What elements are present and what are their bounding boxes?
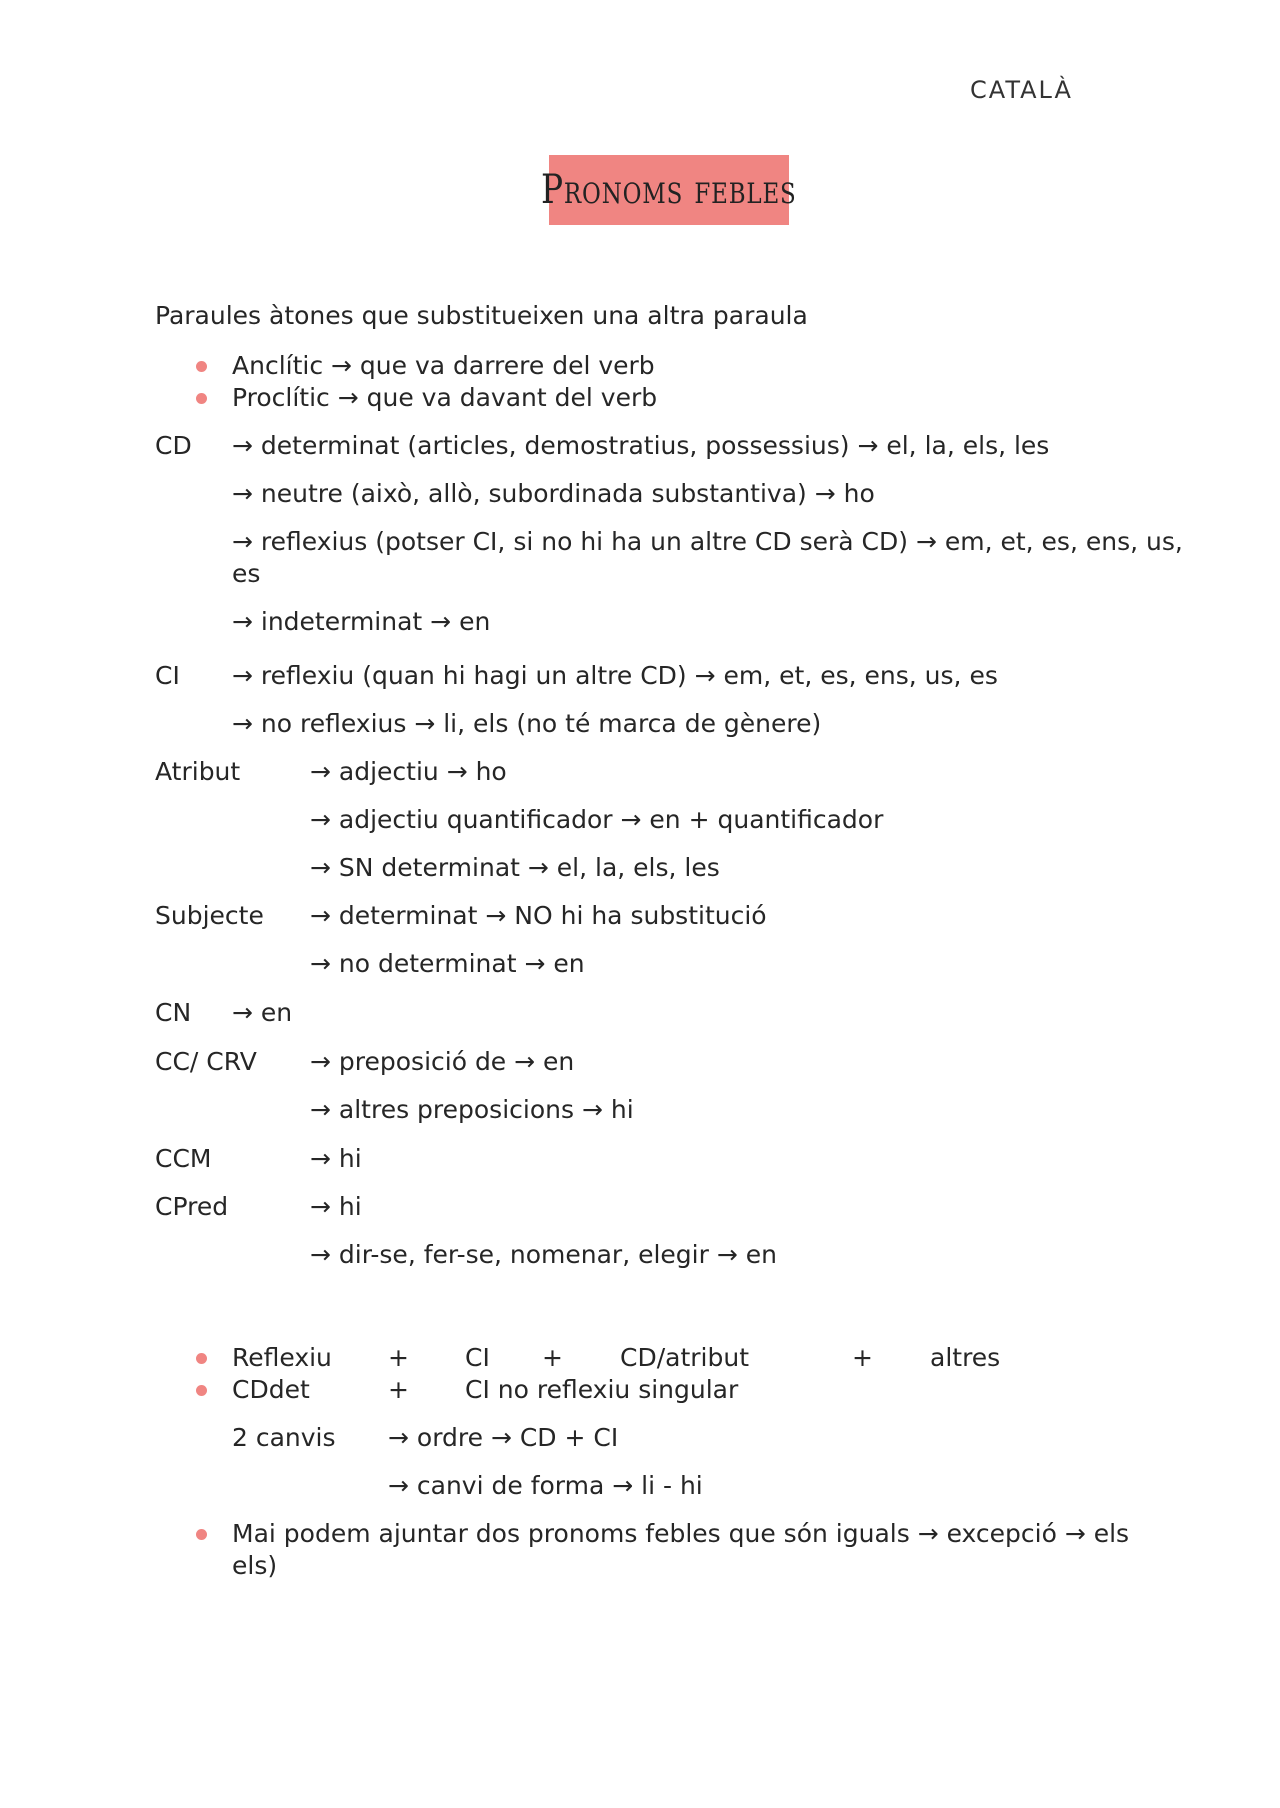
subject-header: CATALÀ: [970, 76, 1073, 104]
subjecte-rule-2: → no determinat → en: [310, 949, 585, 978]
cd-rule-3-cont: es: [232, 559, 261, 588]
atribut-rule-3: → SN determinat → el, la, els, les: [310, 853, 720, 882]
ci-label: CI: [155, 661, 180, 690]
cd-rule-2: → neutre (això, allò, subordinada substantiva) → ho: [232, 479, 875, 508]
cd-rule-1: → determinat (articles, demostratius, possessius) → el, la, els, les: [232, 431, 1050, 460]
bullet-icon: [196, 393, 207, 404]
order-plus: +: [388, 1343, 409, 1372]
intro-text: Paraules àtones que substitueixen una altra paraula: [155, 301, 808, 330]
order-reflexiu: Reflexiu: [232, 1343, 332, 1372]
ccm-label: CCM: [155, 1144, 212, 1173]
bullet-icon: [196, 1385, 207, 1396]
cc-rule-1: → preposició de → en: [310, 1047, 575, 1076]
cd-rule-4: → indeterminat → en: [232, 607, 491, 636]
subjecte-rule-1: → determinat → NO hi ha substitució: [310, 901, 767, 930]
cc-label: CC/ CRV: [155, 1047, 257, 1076]
atribut-label: Atribut: [155, 757, 241, 786]
order-cd-atribut: CD/atribut: [620, 1343, 749, 1372]
cn-label: CN: [155, 998, 192, 1027]
order-plus: +: [388, 1375, 409, 1404]
atribut-rule-2: → adjectiu quantificador → en + quantificador: [310, 805, 884, 834]
final-note-cont: els): [232, 1551, 278, 1580]
ci-rule-1: → reflexiu (quan hi hagi un altre CD) → em, et, es, ens, us, es: [232, 661, 998, 690]
order-ci-no-reflexiu: CI no reflexiu singular: [465, 1375, 739, 1404]
canvis-rule-2: → canvi de forma → li - hi: [388, 1471, 703, 1500]
cc-rule-2: → altres preposicions → hi: [310, 1095, 634, 1124]
ccm-rule-1: → hi: [310, 1144, 362, 1173]
cpred-rule-2: → dir-se, fer-se, nomenar, elegir → en: [310, 1240, 777, 1269]
order-ci: CI: [465, 1343, 490, 1372]
order-plus: +: [852, 1343, 873, 1372]
bullet-icon: [196, 1529, 207, 1540]
order-plus: +: [542, 1343, 563, 1372]
title-highlight: [541, 155, 797, 225]
cpred-rule-1: → hi: [310, 1192, 362, 1221]
canvis-label: 2 canvis: [232, 1423, 336, 1452]
cd-rule-3: → reflexius (potser CI, si no hi ha un altre CD serà CD) → em, et, es, ens, us,: [232, 527, 1183, 556]
cn-rule-1: → en: [232, 998, 293, 1027]
page-title: Pronoms febles: [541, 167, 797, 213]
cd-label: CD: [155, 431, 192, 460]
ci-rule-2: → no reflexius → li, els (no té marca de gènere): [232, 709, 822, 738]
atribut-rule-1: → adjectiu → ho: [310, 757, 507, 786]
intro-bullet-2: Proclític → que va davant del verb: [232, 383, 658, 412]
bullet-icon: [196, 361, 207, 372]
subjecte-label: Subjecte: [155, 901, 264, 930]
cpred-label: CPred: [155, 1192, 229, 1221]
canvis-rule-1: → ordre → CD + CI: [388, 1423, 619, 1452]
final-note: Mai podem ajuntar dos pronoms febles que són iguals → excepció → els: [232, 1519, 1130, 1548]
order-altres: altres: [930, 1343, 1001, 1372]
bullet-icon: [196, 1353, 207, 1364]
intro-bullet-1: Anclític → que va darrere del verb: [232, 351, 655, 380]
order-cddet: CDdet: [232, 1375, 310, 1404]
